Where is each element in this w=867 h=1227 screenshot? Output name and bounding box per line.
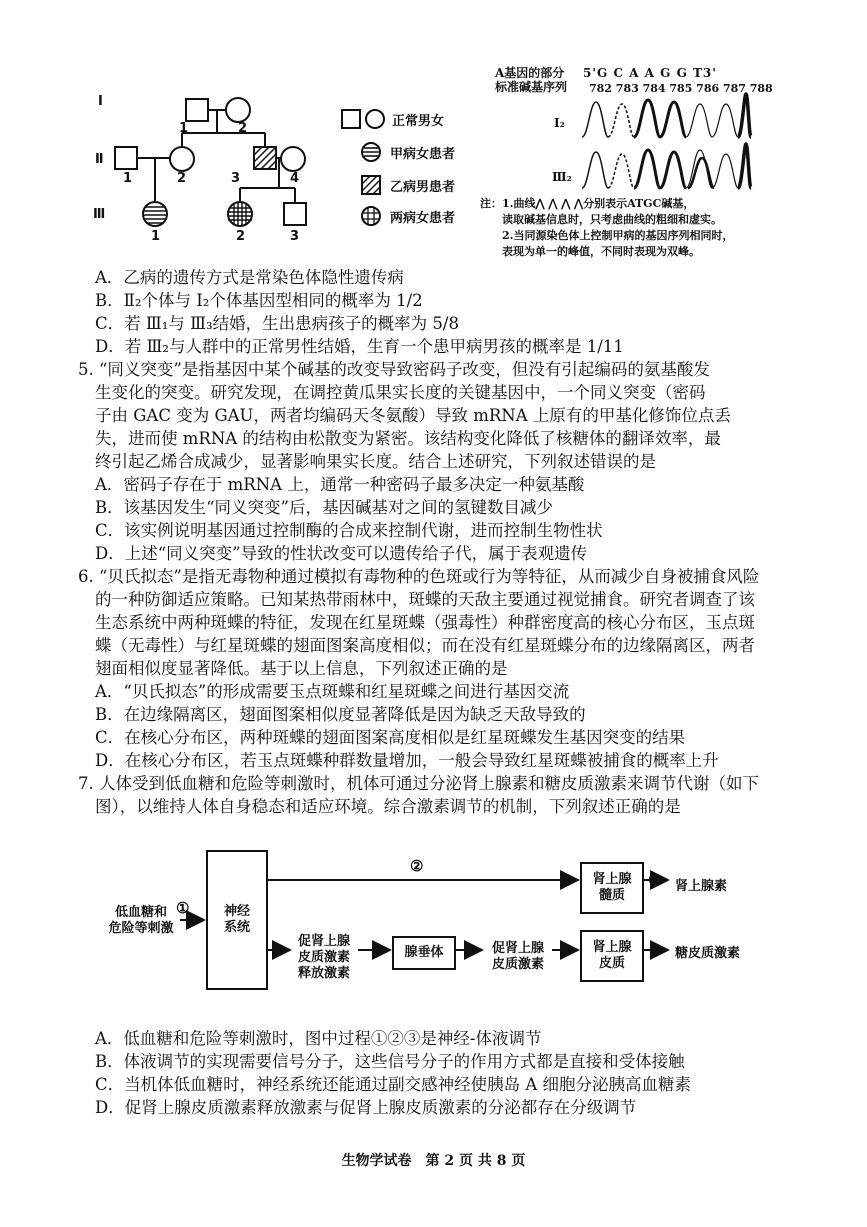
- q5-option-b[interactable]: B．该基因发生“同义突变”后，基因碱基对之间的氢键数目减少: [95, 498, 553, 517]
- pedigree-chart: [90, 85, 350, 250]
- svg-text:3: 3: [290, 229, 300, 244]
- flow-pituitary: 腺垂体: [392, 936, 456, 970]
- sequencing-notes: 注：1.曲线⋀ ⋀ ⋀ ⋀分别表示ATGC碱基， 读取碱基信息时，只考虑曲线的粗细和虚实。 2.当同源染色体上控制甲病的基因序列相同时， 表现为单一的峰值，不同时表现为双峰。: [480, 197, 734, 258]
- flow-crh: 促肾上腺 皮质激素 释放激素: [297, 934, 350, 981]
- svg-text:1: 1: [151, 229, 161, 244]
- q4-options: [95, 266, 624, 358]
- peak-785: [660, 102, 686, 137]
- pedigree-III2: [228, 202, 252, 226]
- svg-text:1: 1: [179, 121, 189, 136]
- flow-circle-3: ③: [648, 871, 662, 889]
- q7-option-a[interactable]: A．低血糖和危险等刺激时，图中过程①②③是神经-体液调节: [95, 1029, 542, 1048]
- gen-label-III: Ⅲ: [93, 207, 106, 222]
- q5-option-d[interactable]: D．上述“同义突变”导致的性状改变可以遗传给子代，属于表观遗传: [95, 544, 588, 563]
- pedigree-II1: [115, 147, 137, 169]
- legend-disease-b: 乙病男患者: [360, 174, 455, 196]
- q7-options: [95, 1027, 691, 1119]
- q7-option-c[interactable]: C．当机体低血糖时，神经系统还能通过副交感神经使胰岛 A 细胞分泌胰高血糖素: [95, 1075, 692, 1094]
- q4-option-b[interactable]: B．Ⅱ₂个体与 Ⅰ₂个体基因型相同的概率为 1/2: [95, 291, 423, 310]
- flow-nervous-system: 神经 系统: [206, 850, 268, 990]
- flow-stimulus: 低血糖和 危险等刺激: [108, 905, 174, 936]
- svg-text:4: 4: [290, 171, 300, 186]
- q7-option-d[interactable]: D．促肾上腺皮质激素释放激素与促肾上腺皮质激素的分泌都存在分级调节: [95, 1098, 637, 1117]
- normal-male-female-icon: [340, 108, 386, 130]
- q6-stem: 6. “贝氏拟态”是指无毒物种通过模拟有毒物种的色斑或行为等特征，从而减少自身被捕食风险 的一种防御适应策略。已知某热带雨林中，斑蝶的天敌主要通过视觉捕食。研究者调查了该 生态系统中两种斑蝶的特征，发现在红星斑蝶（强毒性）种群密度高的核心分布区，玉点斑 蝶（无毒性）与红星斑蝶的翅面图案高度相似；而在没有红星斑蝶分布的边缘隔离区，两者 翅面相似度显著降低。基于以上信息，下列叙述正确的是: [78, 567, 760, 678]
- sequencing-header: A基因的部分 标准碱基序列: [495, 66, 568, 94]
- both-disease-female-icon: [360, 205, 382, 227]
- q5-option-c[interactable]: C．该实例说明基因通过控制酶的合成来控制代谢，进而控制生物性状: [95, 521, 603, 540]
- legend-disease-a: 甲病女患者: [360, 141, 455, 163]
- svg-text:2: 2: [238, 121, 248, 136]
- gen-label-I: Ⅰ: [98, 94, 103, 109]
- q6-options: [95, 680, 719, 772]
- flow-acth: 促肾上腺 皮质激素: [491, 941, 544, 972]
- flow-cortisol: 糖皮质激素: [675, 946, 741, 961]
- q4-option-a[interactable]: A．乙病的遗传方式是常染色体隐性遗传病: [95, 268, 404, 287]
- flow-circle-1: ①: [176, 899, 190, 917]
- q5-options: [95, 473, 603, 565]
- sequence-row-label-I2: I₂: [554, 116, 565, 130]
- q4-option-c[interactable]: C．若 Ⅲ₁与 Ⅲ₃结婚，生出患病孩子的概率为 5/8: [95, 314, 459, 333]
- svg-text:3: 3: [231, 171, 241, 186]
- svg-text:2: 2: [236, 229, 246, 244]
- q6-option-a[interactable]: A．“贝氏拟态”的形成需要玉点斑蝶和红星斑蝶之间进行基因交流: [95, 682, 570, 701]
- peak-788: [738, 94, 751, 137]
- q6-option-c[interactable]: C．在核心分布区，两种斑蝶的翅面图案高度相似是红星斑蝶发生基因突变的结果: [95, 728, 686, 747]
- q5-stem: 5. “同义突变”是指基因中某个碱基的改变导致密码子改变，但没有引起编码的氨基酸发 生变化的突变。研究发现，在调控黄瓜果实长度的关键基因中，一个同义突变（密码 子由 GAC 变为 GAU，两者均编码天冬氨酸）导致 mRNA 上原有的甲基化修饰位点丢 失，进而使 mRNA 的结构由松散变为紧密。该结构变化降低了核糖体的翻译效率，最 终引起乙烯合成减少，显著影响果实长度。结合上述研究，下列叙述错误的是: [78, 360, 731, 471]
- flow-adrenaline: 肾上腺素: [675, 879, 728, 894]
- legend-both-diseases: 两病女患者: [360, 205, 455, 227]
- flow-circle-2: ②: [410, 857, 424, 875]
- q5-option-a[interactable]: A．密码子存在于 mRNA 上，通常一种密码子最多决定一种氨基酸: [95, 475, 585, 494]
- svg-text:2: 2: [177, 171, 187, 186]
- peak-783: [608, 104, 634, 137]
- disease-b-male-icon: [360, 174, 382, 196]
- flow-adrenal-cortex: 肾上腺 皮质: [580, 930, 644, 982]
- q4-option-d[interactable]: D．若 Ⅲ₂与人群中的正常男性结婚，生育一个患甲病男孩的概率是 1/11: [95, 337, 624, 356]
- peak-782: [582, 102, 608, 137]
- sequencing-positions: 782 783 784 785 786 787 788: [589, 82, 773, 95]
- q7-stem: 7. 人体受到低血糖和危险等刺激时，机体可通过分泌肾上腺素和糖皮质激素来调节代谢（如下 图），以维持人体自身稳态和适应环境。综合激素调节的机制，下列叙述正确的是: [78, 774, 759, 816]
- page-footer: 生物学试卷 第 2 页 共 8 页: [341, 1153, 526, 1169]
- q6-option-d[interactable]: D．在核心分布区，若玉点斑蝶种群数量增加，一般会导致红星斑蝶被捕食的概率上升: [95, 751, 719, 770]
- flow-adrenal-medulla: 肾上腺 髓质: [580, 862, 644, 914]
- sequence-row-label-III2: Ⅲ₂: [552, 170, 572, 184]
- hormone-flow-diagram: [100, 840, 780, 1025]
- q7-option-b[interactable]: B．体液调节的实现需要信号分子，这些信号分子的作用方式都是直接和受体接触: [95, 1052, 685, 1071]
- sequencing-chromatogram: [578, 92, 753, 192]
- sequencing-bases: 5'G C A A G G T3': [583, 66, 717, 80]
- disease-a-female-icon: [360, 141, 382, 163]
- pedigree-II4: [281, 147, 305, 171]
- pedigree-II2: [170, 147, 194, 171]
- pedigree-I1: [186, 99, 208, 121]
- peak-786: [686, 104, 712, 137]
- peak-787: [712, 104, 738, 137]
- pedigree-I2: [226, 98, 250, 122]
- q6-option-b[interactable]: B．在边缘隔离区，翅面图案相似度显著降低是因为缺乏天敌导致的: [95, 705, 586, 724]
- legend-normal: 正常男女: [340, 108, 444, 130]
- peak-784: [634, 100, 660, 137]
- pedigree-III3: [284, 203, 306, 225]
- svg-text:1: 1: [123, 171, 133, 186]
- gen-label-II: Ⅱ: [95, 152, 104, 167]
